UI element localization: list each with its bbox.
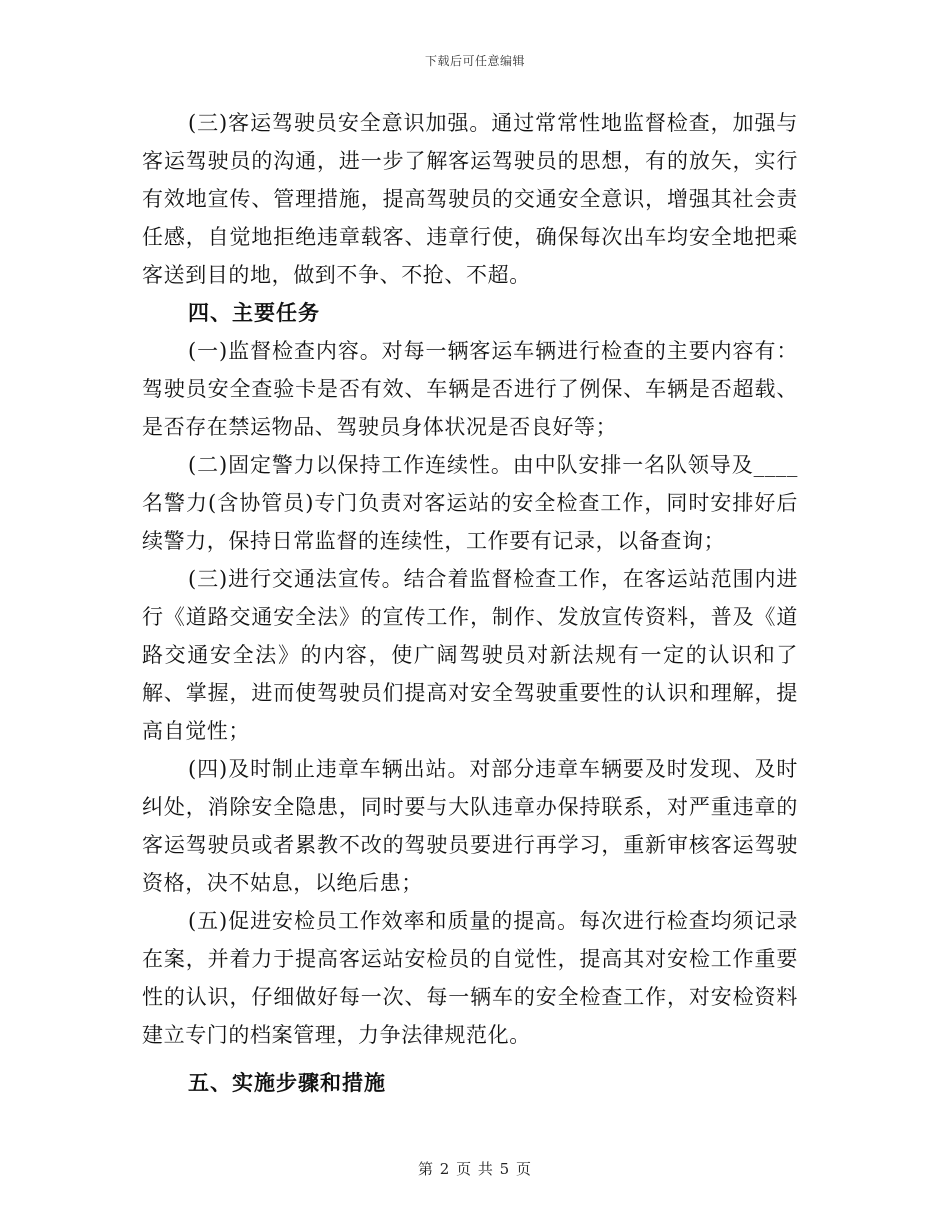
paragraph-inspection-content: (一)监督检查内容。对每一辆客运车辆进行检查的主要内容有：驾驶员安全查验卡是否有效、车辆是否进行了例保、车辆是否超载、是否存在禁运物品、驾驶员身体状况是否良好等； [142,339,798,439]
paragraph-inspector-efficiency: (五)促进安检员工作效率和质量的提高。每次进行检查均须记录在案，并着力于提高客运站安检员的自觉性，提高其对安检工作重要性的认识，仔细做好每一次、每一辆车的安全检查工作，对安检资料建立专门的档案管理，力争法律规范化。 [142,909,798,1047]
page-header-note: 下载后可任意编辑 [424,54,525,68]
paragraph-stop-violating-vehicles: (四)及时制止违章车辆出站。对部分违章车辆要及时发现、及时纠处，消除安全隐患，同时要与大队违章办保持联系，对严重违章的客运驾驶员或者累教不改的驾驶员要进行再学习，重新审核客运驾驶资格，决不姑息，以绝后患； [142,757,798,895]
paragraph-traffic-law-publicity: (三)进行交通法宣传。结合着监督检查工作，在客运站范围内进行《道路交通安全法》的宣传工作，制作、发放宣传资料，普及《道路交通安全法》的内容，使广阔驾驶员对新法规有一定的认识和了解、掌握，进而使驾驶员们提高对安全驾驶重要性的认识和理解，提高自觉性； [142,567,798,743]
page-footer-number: 第 2 页 共 5 页 [418,1160,532,1178]
paragraph-safety-awareness: (三)客运驾驶员安全意识加强。通过常常性地监督检查，加强与客运驾驶员的沟通，进一步了解客运驾驶员的思想，有的放矢，实行有效地宣传、管理措施，提高驾驶员的交通安全意识，增强其社会责任感，自觉地拒绝违章载客、违章行使，确保每次出车均安全地把乘客送到目的地，做到不争、不抢、不超。 [142,111,798,287]
paragraph-fixed-police-force: (二)固定警力以保持工作连续性。由中队安排一名队领导及____名警力(含协管员)专门负责对客运站的安全检查工作，同时安排好后续警力，保持日常监督的连续性，工作要有记录，以备查询； [142,453,798,553]
section-heading-implementation-steps: 五、实施步骤和措施 [188,1070,386,1095]
section-heading-main-tasks: 四、主要任务 [188,300,320,325]
document-body [142,104,798,1102]
